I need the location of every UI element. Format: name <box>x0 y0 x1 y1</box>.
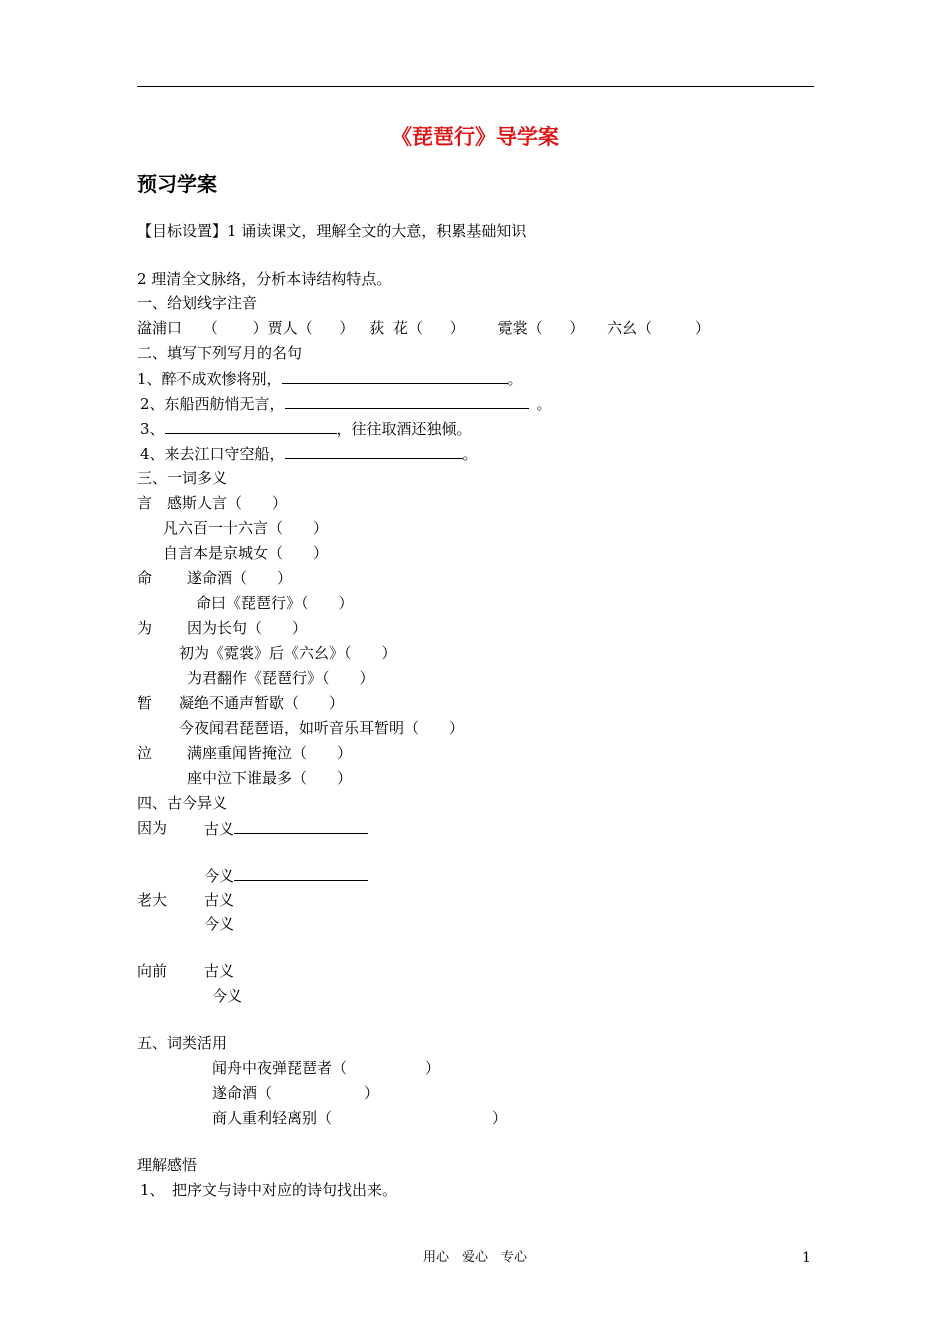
part5-line: 闻舟中夜弹琵琶者（ ） <box>212 1059 441 1077</box>
part2-q4-text: 4、来去江口守空船， <box>140 445 285 463</box>
part3-line: 自言本是京城女（ ） <box>163 544 329 562</box>
part3-line: 座中泣下谁最多（ ） <box>187 769 353 787</box>
part3-heading: 三、一词多义 <box>137 469 228 487</box>
part1-item: ） <box>694 319 710 337</box>
goal-line-1: 【目标设置】1 诵读课文，理解全文的大意，积累基础知识 <box>137 222 527 240</box>
part2-q2-end: 。 <box>536 395 552 413</box>
part3-word: 命 <box>137 569 153 587</box>
part2-q4 <box>140 443 478 464</box>
part1-item: ） <box>569 319 585 337</box>
part2-q3 <box>140 418 472 439</box>
part3-line: 为君翻作《琵琶行》（ ） <box>187 669 375 687</box>
section-heading: 预习学案 <box>137 172 217 196</box>
part4-jin: 今义 <box>204 915 235 933</box>
header-rule <box>137 86 814 87</box>
part3-line: 今夜闻君琵琶语，如听音乐耳暂明（ ） <box>179 719 465 737</box>
part4-heading: 四、古今异义 <box>137 794 228 812</box>
answer-blank[interactable] <box>165 418 337 434</box>
page-footer: 用心 爱心 专心 <box>422 1250 527 1265</box>
part1-item: 六幺（ <box>607 319 653 337</box>
part1-heading: 一、给划线字注音 <box>137 294 258 312</box>
answer-blank[interactable] <box>285 443 463 459</box>
part4-gu: 古义 <box>204 818 368 839</box>
part3-line: 凡六百一十六言（ ） <box>163 519 329 537</box>
part1-item: 湓浦口 <box>137 319 183 337</box>
part3-line: 命曰《琵琶行》（ ） <box>196 594 354 612</box>
part1-item: ）贾人（ <box>252 319 313 337</box>
page-number: 1 <box>802 1250 811 1266</box>
part3-word: 泣 <box>137 744 153 762</box>
part1-item: 荻 <box>369 319 385 337</box>
part2-q1-end: 。 <box>507 370 523 388</box>
part1-row <box>137 318 710 338</box>
part2-q3-end: ，往往取酒还独倾。 <box>336 420 472 438</box>
part1-item: （ <box>202 319 218 337</box>
answer-blank[interactable] <box>234 818 368 834</box>
part3-word: 暂 <box>137 694 153 712</box>
part1-item: ） <box>449 319 465 337</box>
part2-q2 <box>140 393 552 414</box>
part4-gu: 古义 <box>204 962 235 980</box>
part3-line: 遂命酒（ ） <box>187 569 293 587</box>
part5-line: 遂命酒（ ） <box>212 1084 380 1102</box>
part4-jin: 今义 <box>212 987 243 1005</box>
part3-line: 言 感斯人言（ ） <box>137 494 288 512</box>
part1-item: 霓裳（ <box>497 319 543 337</box>
answer-blank[interactable] <box>282 368 508 384</box>
part2-heading: 二、填写下列写月的名句 <box>137 344 303 362</box>
part3-word: 为 <box>137 619 153 637</box>
part5-heading: 五、词类活用 <box>137 1034 228 1052</box>
part4-word: 老大 <box>137 891 168 909</box>
part2-q2-text: 2、东船西舫悄无言， <box>140 395 285 413</box>
understanding-q1: 1、 把序文与诗中对应的诗句找出来。 <box>140 1181 398 1199</box>
answer-blank[interactable] <box>285 393 529 409</box>
part2-q1-text: 1、醉不成欢惨将别， <box>137 370 282 388</box>
document-title: 《琵琶行》导学案 <box>391 124 559 149</box>
part5-line: 商人重利轻离别（ ） <box>212 1109 508 1127</box>
part4-gu: 古义 <box>204 891 235 909</box>
part1-item: 花（ <box>392 319 423 337</box>
part2-q3-text: 3、 <box>140 420 165 438</box>
goal-line-2: 2 理清全文脉络，分析本诗结构特点。 <box>137 270 392 288</box>
part4-word: 因为 <box>137 819 168 837</box>
part3-line: 初为《霓裳》后《六幺》（ ） <box>179 644 397 662</box>
part4-word: 向前 <box>137 962 168 980</box>
part3-line: 满座重闻皆掩泣（ ） <box>187 744 353 762</box>
understanding-heading: 理解感悟 <box>137 1156 198 1174</box>
part2-q1 <box>137 368 523 389</box>
part4-jin: 今义 <box>204 865 368 886</box>
answer-blank[interactable] <box>234 865 368 881</box>
part1-item: ） <box>339 319 355 337</box>
part3-line: 因为长句（ ） <box>187 619 308 637</box>
part2-q4-end: 。 <box>462 445 478 463</box>
part3-line: 凝绝不通声暂歇（ ） <box>179 694 345 712</box>
